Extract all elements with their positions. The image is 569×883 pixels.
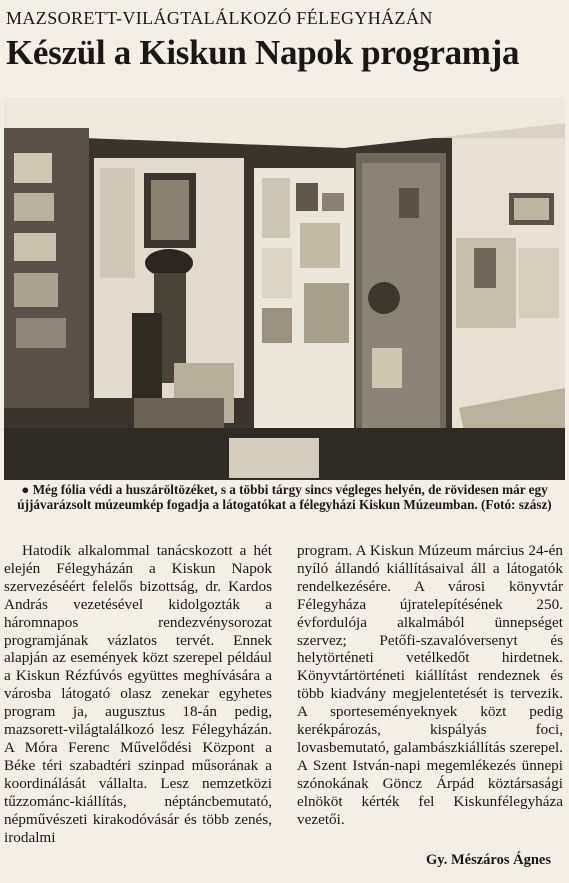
body-paragraph-right: program. A Kiskun Múzeum március 24-én nyíló állandó kiállításaival áll a látogatók rendelkezésére. A városi könyvtár Félegyháza újratelepítésének 250. évfordulója alkalmából ünnepséget szervez; Petőfi-szavalóversenyt és helytörténeti vetélkedőt hirdetnek. Könyvtártörténeti kiállítást rendeznek és több kiadvány megjelentetését is tervezik. A sporteseményeknyek közt pedig kerékpározás, kispályás foci, lovasbemutató, galambászkiállítás szerepel. A Szent István-napi megemlékezés ünnepi szónokának Göncz Árpád köztársasági elnököt kérték fel Kiskunfélegyháza vezetői. [297,542,563,828]
body-column-right [297,542,563,829]
kicker: MAZSORETT-VILÁGTALÁLKOZÓ FÉLEGYHÁZÁN [6,8,433,28]
headline: Készül a Kiskun Napok programja [6,33,520,72]
body-column-left [4,542,272,846]
author-signature: Gy. Mészáros Ágnes [426,852,551,868]
photo-caption: ● Még fólia védi a huszáröltözéket, s a többi tárgy sincs végleges helyén, de rövidesen már egy újjávarázsolt múzeumkép fogadja a látogatókat a félegyházi Kiskun Múzeumban. (Fotó: szász) [17,482,552,512]
body-paragraph-left: Hatodik alkalommal tanácskozott a hét elején Félegyházán a Kiskun Napok szervezéséért felelős bizottság, dr. Kardos András vezetésével kidolgozták a háromnapos rendezvénysorozat programjának vázlatos tervét. Ennek alapján az események közt szerepel például a Kiskun Rézfúvós együttes meghívására a városba látogató olasz zenekar egyhetes program ja, augusztus 18-án pedig, mazsorett-világtalálkozó lesz Félegyházán. A Móra Ferenc Művelődési Központ a Béke téri szabadtéri szinpad műsorának a koordinálását vállalta. Lesz nemzetközi tűzzománc-kiállítás, néptáncbemutató, népművészeti kirakodóvásár és több zenés, irodalmi [4,542,272,846]
museum-photo [4,98,565,480]
